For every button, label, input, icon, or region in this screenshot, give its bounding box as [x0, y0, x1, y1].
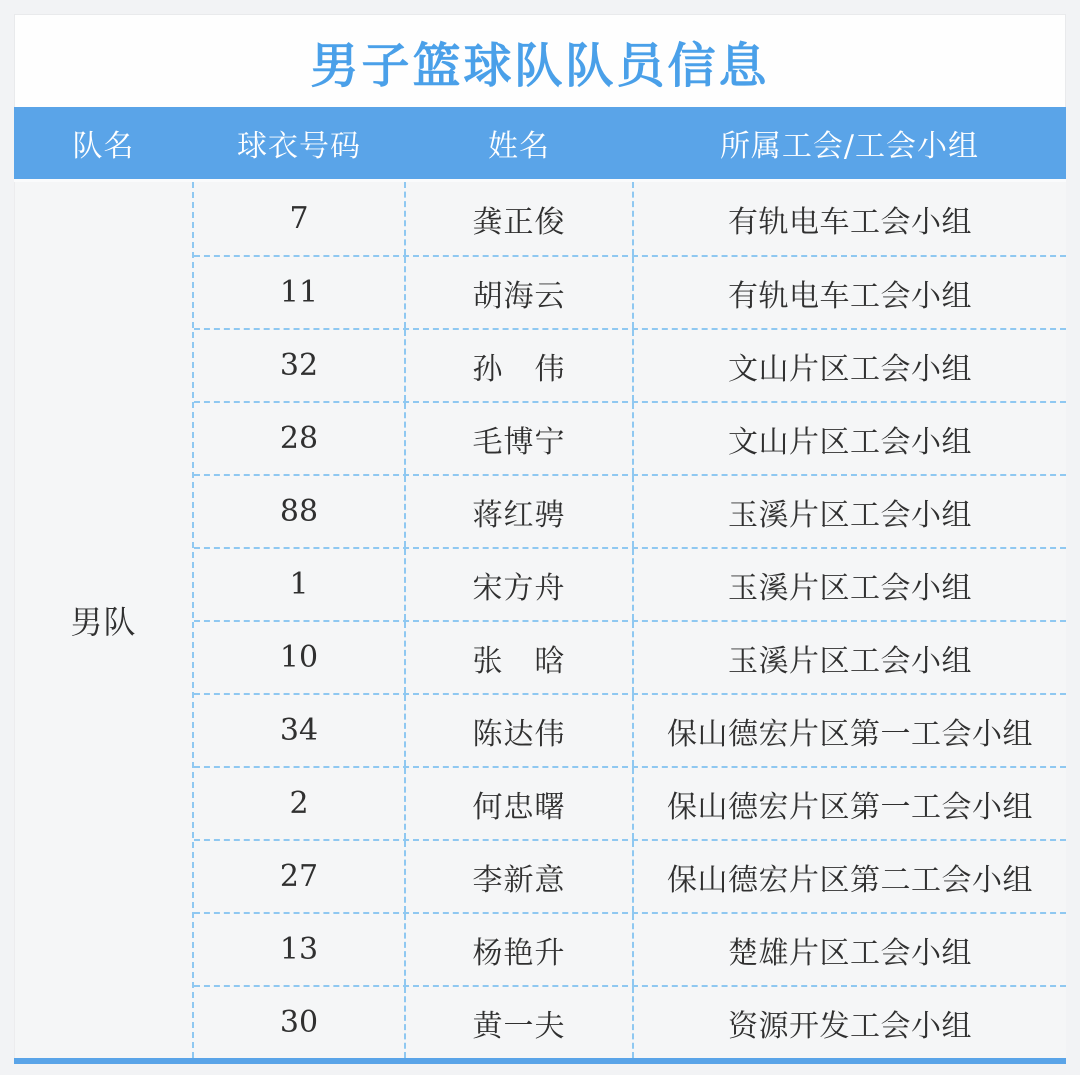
player-name-cell: 黄一夫 [406, 987, 634, 1058]
jersey-number-cell: 1 [194, 549, 406, 620]
jersey-number-cell: 11 [194, 257, 406, 328]
player-row [194, 547, 1066, 620]
union-group-cell: 有轨电车工会小组 [728, 278, 972, 314]
player-row [194, 474, 1066, 547]
header-player-name: 姓名 [488, 129, 550, 164]
player-name-cell: 胡海云 [406, 257, 634, 328]
player-row [194, 328, 1066, 401]
player-row [194, 255, 1066, 328]
jersey-number-cell: 27 [194, 841, 406, 912]
player-name-cell: 孙 伟 [406, 330, 634, 401]
header-jersey-number: 球衣号码 [237, 129, 361, 164]
team-name-cell: 男队 [15, 182, 194, 1058]
player-name-cell: 张 晗 [406, 622, 634, 693]
union-group-cell: 保山德宏片区第一工会小组 [667, 716, 1033, 752]
player-name-cell: 毛博宁 [406, 403, 634, 474]
union-group-cell: 保山德宏片区第一工会小组 [667, 789, 1033, 825]
jersey-number-cell: 34 [194, 695, 406, 766]
player-row [194, 620, 1066, 693]
union-group-cell: 有轨电车工会小组 [728, 204, 972, 240]
union-group-cell: 文山片区工会小组 [728, 424, 972, 460]
union-group-cell: 玉溪片区工会小组 [728, 643, 972, 679]
jersey-number-cell: 2 [194, 768, 406, 839]
table-header-row [14, 107, 1066, 182]
player-row [194, 839, 1066, 912]
jersey-number-cell: 88 [194, 476, 406, 547]
header-union-group: 所属工会/工会小组 [719, 129, 980, 164]
player-row [194, 693, 1066, 766]
player-row [194, 401, 1066, 474]
union-group-cell: 资源开发工会小组 [728, 1008, 972, 1044]
player-name-cell: 杨艳升 [406, 914, 634, 985]
player-name-cell: 李新意 [406, 841, 634, 912]
player-rows [194, 182, 1066, 1058]
player-row [194, 182, 1066, 255]
jersey-number-cell: 10 [194, 622, 406, 693]
table-bottom-border [14, 1058, 1066, 1064]
player-name-cell: 何忠曙 [406, 768, 634, 839]
player-name-cell: 龚正俊 [406, 182, 634, 255]
header-team-name: 队名 [72, 129, 135, 164]
jersey-number-cell: 28 [194, 403, 406, 474]
union-group-cell: 玉溪片区工会小组 [728, 570, 972, 606]
jersey-number-cell: 32 [194, 330, 406, 401]
union-group-cell: 文山片区工会小组 [728, 351, 972, 387]
player-row [194, 985, 1066, 1058]
union-group-cell: 楚雄片区工会小组 [728, 935, 972, 971]
jersey-number-cell: 30 [194, 987, 406, 1058]
player-row [194, 766, 1066, 839]
player-info-table [14, 14, 1066, 1064]
table-body [14, 182, 1066, 1058]
union-group-cell: 玉溪片区工会小组 [728, 497, 972, 533]
player-name-cell: 蒋红骋 [406, 476, 634, 547]
jersey-number-cell: 7 [194, 182, 406, 255]
table-title: 男子篮球队队员信息 [14, 14, 1066, 107]
player-name-cell: 宋方舟 [406, 549, 634, 620]
jersey-number-cell: 13 [194, 914, 406, 985]
player-row [194, 912, 1066, 985]
player-name-cell: 陈达伟 [406, 695, 634, 766]
union-group-cell: 保山德宏片区第二工会小组 [667, 862, 1033, 898]
